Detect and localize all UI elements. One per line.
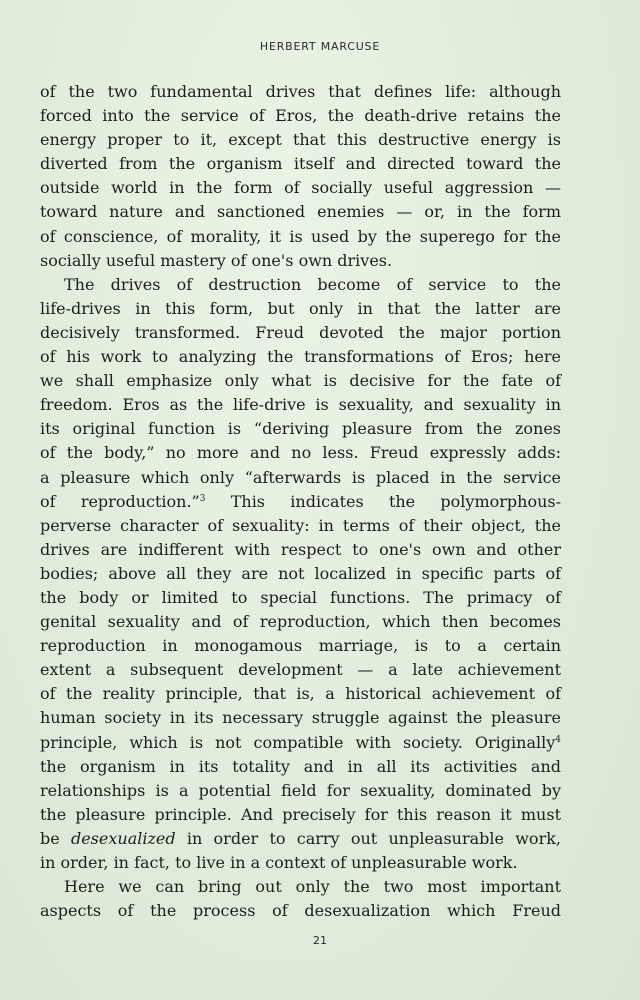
text-line: life-drives in this form, but only in that the latter are (40, 298, 561, 318)
text-line: the organism in its totality and in all its activities and (40, 756, 561, 776)
text-line: extent a subsequent development — a late achievement (40, 660, 561, 680)
text-line: perverse character of sexuality: in terms of their object, the (40, 515, 561, 535)
text-line: of his work to analyzing the transformations of Eros; here (40, 347, 561, 367)
text-line: human society in its necessary struggle against the pleasure (40, 708, 561, 728)
text-line: of the reality principle, that is, a historical achievement of (40, 684, 561, 704)
text-line: relationships is a potential field for sexuality, dominated by (40, 780, 561, 800)
page-number: 21 (313, 934, 327, 947)
text-line: be desexualized in order to carry out unpleasurable work, (40, 828, 561, 848)
text-line: its original function is “deriving pleasure from the zones (40, 419, 561, 439)
text-line: of conscience, of morality, it is used by the superego for the (40, 226, 561, 246)
text-line: principle, which is not compatible with society. Originally$^4$ (40, 732, 561, 752)
emphasized-word: desexualized (70, 828, 176, 848)
text-line: the body or limited to special functions. The primacy of (40, 587, 561, 607)
text-line: genital sexuality and of reproduction, which then becomes (40, 612, 561, 632)
text-line: aspects of the process of desexualization which Freud (40, 901, 561, 921)
text-line: freedom. Eros as the life-drive is sexuality, and sexuality in (40, 395, 561, 415)
body-text (40, 80, 561, 923)
text-line: forced into the service of Eros, the death-drive retains the (40, 106, 561, 126)
text-line: bodies; above all they are not localized in specific parts of (40, 563, 561, 583)
paragraph (40, 875, 561, 923)
paragraph (40, 80, 561, 273)
text-line: we shall emphasize only what is decisive for the fate of (40, 371, 561, 391)
text-line: diverted from the organism itself and directed toward the (40, 154, 561, 174)
text-line: in order, in fact, to live in a context of unpleasurable work. (40, 853, 518, 872)
text-line: a pleasure which only “afterwards is placed in the service (40, 467, 561, 487)
text-line: of the two fundamental drives that defines life: although (40, 82, 561, 101)
running-head: HERBERT MARCUSE (259, 40, 381, 53)
text-line: outside world in the form of socially useful aggression — (40, 178, 561, 198)
text-line: of reproduction.”$^3$ This indicates the polymorphous- (40, 491, 561, 511)
text-line: reproduction in monogamous marriage, is to a certain (40, 636, 561, 656)
text-line: The drives of destruction become of service to the (64, 274, 561, 294)
text-line: socially useful mastery of one's own drives. (40, 250, 393, 270)
text-line: Here we can bring out only the two most important (64, 877, 561, 897)
text-line: energy proper to it, except that this destructive energy is (40, 130, 561, 150)
text-line: drives are indifferent with respect to one's own and other (40, 539, 561, 559)
footnote-marker: 3 (199, 493, 206, 504)
paragraph (40, 273, 561, 875)
text-line: the pleasure principle. And precisely for this reason it must (40, 804, 561, 824)
text-line: of the body,” no more and no less. Freud expressly adds: (40, 443, 561, 463)
text-line: toward nature and sanctioned enemies — or, in the form (40, 202, 561, 222)
text-line: decisively transformed. Freud devoted the major portion (40, 322, 561, 342)
footnote-marker: 4 (555, 734, 561, 745)
